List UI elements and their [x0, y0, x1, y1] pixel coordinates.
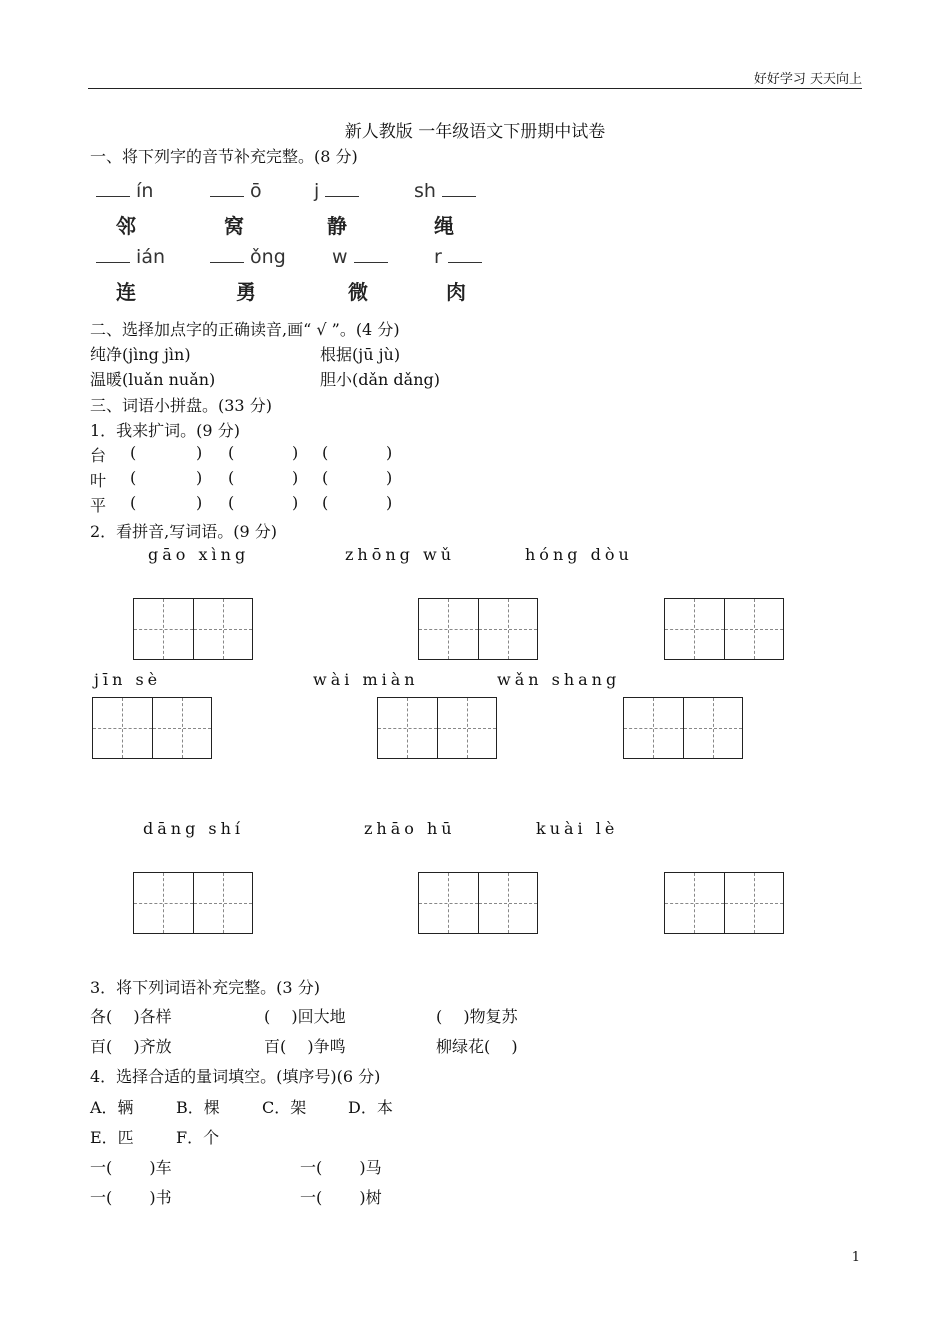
char-5: 连 — [116, 280, 136, 304]
idiom-5: 百( )争鸣 — [264, 1037, 346, 1056]
option-d: D．本 — [348, 1098, 393, 1117]
option-f: F．个 — [176, 1128, 220, 1147]
reading-item-2: 根据(jū jù) — [320, 345, 401, 364]
q1-close-paren: ) — [292, 443, 299, 462]
q4-heading: 4．选择合适的量词填空。(填序号)(6 分) — [90, 1067, 381, 1086]
reading-item-3: 温暖(luǎn nuǎn) — [90, 370, 216, 389]
q1-close-paren: ) — [196, 468, 203, 487]
char-1: 邻 — [116, 214, 136, 238]
idiom-1: 各( )各样 — [90, 1007, 172, 1026]
q1-close-paren: ) — [196, 493, 203, 512]
q1-close-paren: ) — [386, 493, 393, 512]
q1-open-paren: ( — [322, 468, 329, 487]
q1-open-paren: ( — [228, 443, 235, 462]
q1-open-paren: ( — [130, 443, 137, 462]
pinyin-8: zhāo hū — [364, 819, 456, 838]
option-c: C．架 — [262, 1098, 307, 1117]
writing-grid[interactable] — [133, 872, 253, 934]
q1-open-paren: ( — [228, 493, 235, 512]
q1-open-paren: ( — [130, 493, 137, 512]
pinyin-2: zhōng wǔ — [345, 545, 455, 564]
char-2: 窝 — [224, 214, 244, 238]
writing-grid[interactable] — [664, 598, 784, 660]
q1-open-paren: ( — [228, 468, 235, 487]
page-title: 新人教版 一年级语文下册期中试卷 — [344, 122, 606, 142]
pinyin-9: kuài lè — [536, 819, 619, 838]
syllable-4: sh — [414, 180, 476, 202]
option-b: B．棵 — [176, 1098, 220, 1117]
q1-open-paren: ( — [130, 468, 137, 487]
measure-blank-2: 一( )马 — [300, 1158, 382, 1177]
syllable-8: r — [434, 246, 482, 268]
pinyin-6: wǎn shang — [497, 670, 621, 689]
q1-char-2: 叶 — [90, 471, 107, 490]
char-4: 绳 — [434, 214, 454, 238]
q1-close-paren: ) — [292, 468, 299, 487]
measure-blank-4: 一( )树 — [300, 1188, 382, 1207]
q3-heading: 3．将下列词语补充完整。(3 分) — [90, 978, 320, 997]
q2-heading: 2．看拼音,写词语。(9 分) — [90, 522, 278, 541]
q1-close-paren: ) — [386, 468, 393, 487]
q1-open-paren: ( — [322, 493, 329, 512]
q1-open-paren: ( — [322, 443, 329, 462]
syllable-2: ō — [210, 180, 262, 202]
char-3: 静 — [327, 214, 347, 238]
idiom-6: 柳绿花( ) — [436, 1037, 518, 1056]
q1-heading: 1．我来扩词。(9 分) — [90, 421, 240, 440]
char-8: 肉 — [446, 280, 466, 304]
section2-heading: 二、选择加点字的正确读音,画“ √ ”。(4 分) — [90, 320, 400, 339]
pinyin-5: wài miàn — [313, 670, 419, 689]
q1-close-paren: ) — [292, 493, 299, 512]
writing-grid[interactable] — [418, 598, 538, 660]
measure-blank-1: 一( )车 — [90, 1158, 172, 1177]
writing-grid[interactable] — [623, 697, 743, 759]
option-e: E．匹 — [90, 1128, 134, 1147]
section3-heading: 三、词语小拼盘。(33 分) — [90, 396, 272, 415]
pinyin-1: gāo xìng — [148, 545, 250, 564]
idiom-2: ( )回大地 — [264, 1007, 346, 1026]
char-7: 微 — [348, 280, 368, 304]
q1-char-1: 台 — [90, 446, 107, 465]
syllable-3: j — [314, 180, 359, 202]
reading-item-4: 胆小(dǎn dǎng) — [320, 370, 440, 389]
pinyin-4: jīn sè — [94, 670, 162, 689]
syllable-5: ián — [96, 246, 165, 268]
pinyin-3: hóng dòu — [525, 545, 633, 564]
syllable-7: w — [332, 246, 388, 268]
section1-heading: 一、将下列字的音节补充完整。(8 分) — [90, 147, 358, 166]
option-a: A．辆 — [90, 1098, 134, 1117]
syllable-1: ín — [96, 180, 153, 202]
header-rule — [88, 88, 862, 89]
writing-grid[interactable] — [133, 598, 253, 660]
idiom-3: ( )物复苏 — [436, 1007, 518, 1026]
idiom-4: 百( )齐放 — [90, 1037, 172, 1056]
q1-close-paren: ) — [196, 443, 203, 462]
char-6: 勇 — [236, 280, 256, 304]
syllable-6: ǒng — [210, 246, 286, 268]
pinyin-7: dāng shí — [143, 819, 245, 838]
writing-grid[interactable] — [92, 697, 212, 759]
q1-close-paren: ) — [386, 443, 393, 462]
writing-grid[interactable] — [664, 872, 784, 934]
reading-item-1: 纯净(jìng jìn) — [90, 345, 191, 364]
writing-grid[interactable] — [418, 872, 538, 934]
writing-grid[interactable] — [377, 697, 497, 759]
q1-char-3: 平 — [90, 496, 107, 515]
page-number: 1 — [851, 1250, 860, 1265]
measure-blank-3: 一( )书 — [90, 1188, 172, 1207]
header-motto: 好好学习 天天向上 — [753, 72, 862, 87]
